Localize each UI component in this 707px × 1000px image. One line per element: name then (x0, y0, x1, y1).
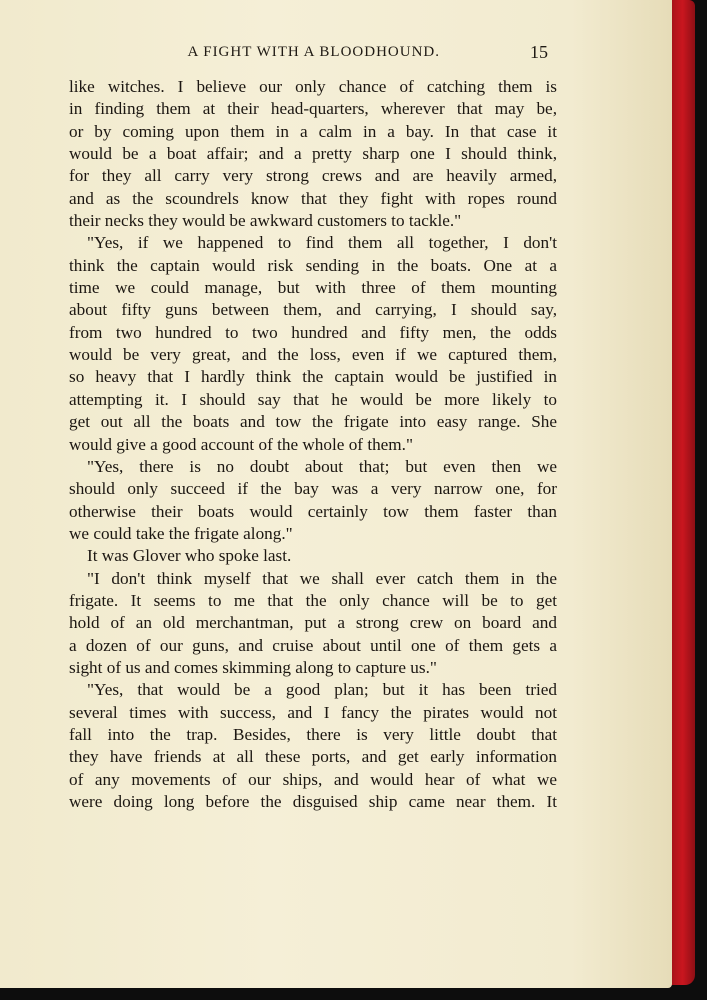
text-line: in finding them at their head-quarters, wherever that may be, (69, 99, 557, 119)
text-line: "Yes, there is no doubt about that; but even then we (87, 456, 557, 476)
text-line: get out all the boats and tow the frigate into easy range. She (69, 412, 557, 432)
running-head: A FIGHT WITH A BLOODHOUND. (187, 44, 440, 60)
text-line: otherwise their boats would certainly tow them faster than (69, 501, 557, 521)
text-line: attempting it. I should say that he would be more likely to (69, 389, 557, 409)
text-line: were doing long before the disguised ship came near them. It (69, 792, 557, 811)
text-line: fall into the trap. Besides, there is very little doubt that (69, 724, 557, 744)
text-line: time we could manage, but with three of them mounting (69, 278, 557, 298)
text-line: It was Glover who spoke last. (87, 546, 292, 566)
text-line: think the captain would risk sending in the boats. One at a (69, 255, 557, 275)
text-line: from two hundred to two hundred and fifty men, the odds (69, 322, 557, 342)
text-line: would be very great, and the loss, even if we captured them, (69, 345, 557, 365)
text-line: their necks they would be awkward customers to tackle." (69, 211, 462, 231)
text-line: and as the scoundrels know that they fight with ropes round (69, 188, 557, 208)
text-line: would be a boat affair; and a pretty sharp one I should think, (69, 144, 557, 164)
text-line: or by coming upon them in a calm in a bay. In that case it (69, 121, 557, 141)
text-line: about fifty guns between them, and carrying, I should say, (69, 300, 557, 320)
text-line: "I don't think myself that we shall ever catch them in the (87, 568, 557, 588)
text-line: hold of an old merchantman, put a strong crew on board and (69, 613, 557, 633)
text-line: like witches. I believe our only chance of catching them is (69, 77, 557, 96)
text-line: so heavy that I hardly think the captain would be justified in (69, 367, 557, 387)
text-line: frigate. It seems to me that the only chance will be to get (69, 590, 557, 610)
body-text (69, 76, 557, 813)
text-line: "Yes, if we happened to find them all together, I don't (87, 233, 557, 253)
text-line: should only succeed if the bay was a very narrow one, for (69, 479, 557, 499)
text-line: of any movements of our ships, and would hear of what we (69, 769, 557, 789)
text-line: they have friends at all these ports, and get early information (69, 747, 557, 767)
text-line: "Yes, that would be a good plan; but it has been tried (87, 680, 557, 700)
text-line: several times with success, and I fancy the pirates would not (69, 702, 557, 722)
text-line: for they all carry very strong crews and are heavily armed, (69, 166, 557, 186)
text-line: would give a good account of the whole of them." (69, 434, 413, 454)
page-number: 15 (530, 42, 548, 62)
text-line: sight of us and comes skimming along to capture us." (69, 657, 437, 677)
text-line: we could take the frigate along." (69, 523, 293, 543)
text-line: a dozen of our guns, and cruise about until one of them gets a (69, 635, 557, 655)
